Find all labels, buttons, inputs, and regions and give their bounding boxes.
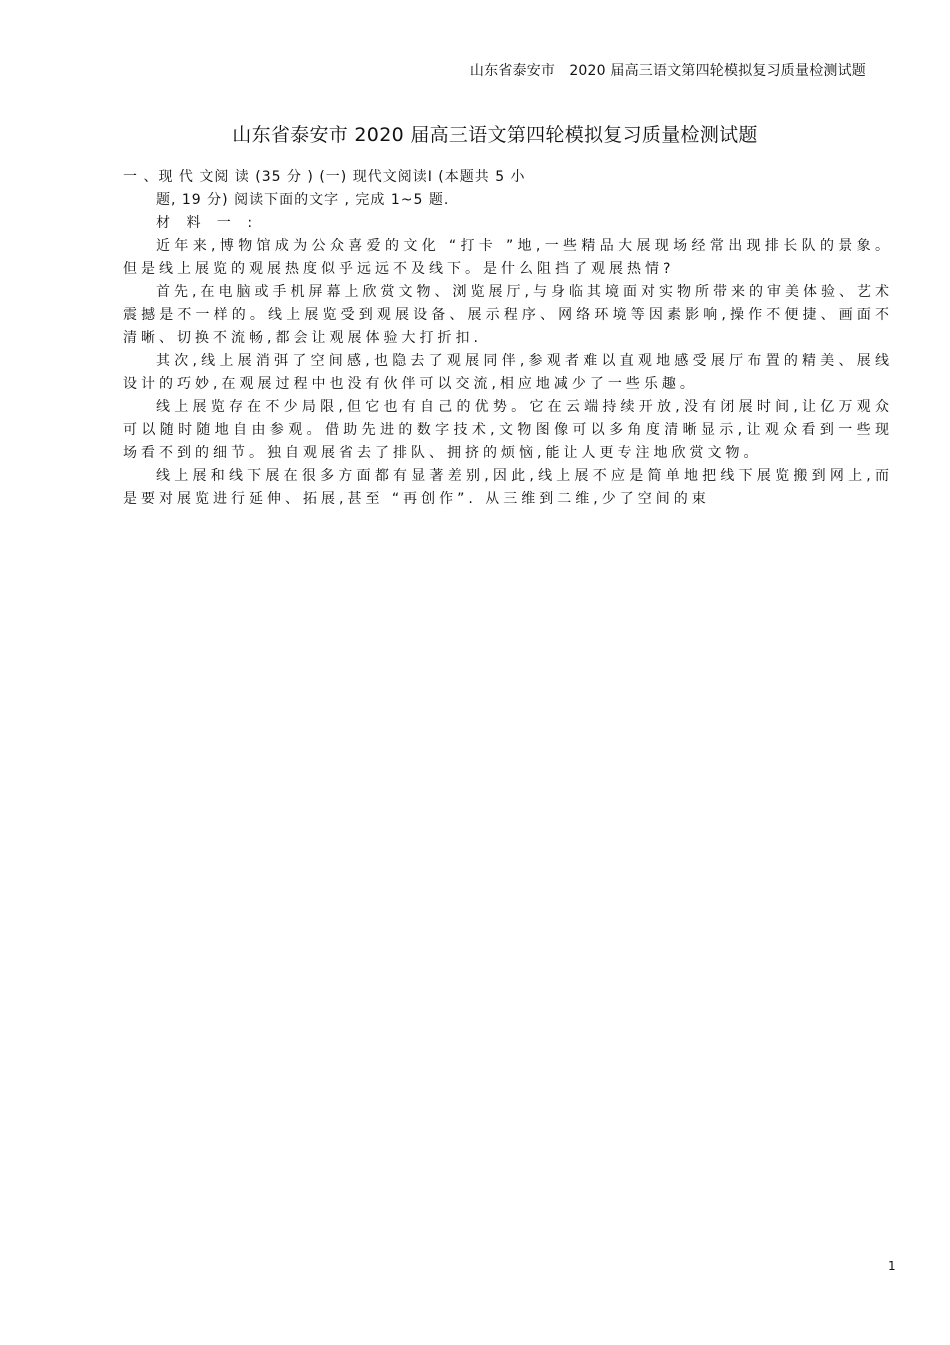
passage-paragraph: 近年来,博物馆成为公众喜爱的文化 “打卡 ”地,一些精品大展现场经常出现排长队的景象。但是线上展览的观展热度似乎远远不及线下。是什么阻挡了观展热情? <box>123 238 893 277</box>
section-heading-line-2: 题, 19 分) 阅读下面的文字 , 完成 1~5 题. <box>156 192 450 208</box>
page-number: 1 <box>888 1259 896 1273</box>
passage-paragraph: 其次,线上展消弭了空间感,也隐去了观展同伴,参观者难以直观地感受展厅布置的精美、展线设计的巧妙,在观展过程中也没有伙伴可以交流,相应地减少了一些乐趣。 <box>123 353 893 392</box>
material-label: 材 料 一 : <box>156 215 259 231</box>
passage-paragraph: 首先,在电脑或手机屏幕上欣赏文物、浏览展厅,与身临其境面对实物所带来的审美体验、艺术震撼是不一样的。线上展览受到观展设备、展示程序、网络环境等因素影响,操作不便捷、画面不清晰、切换不流畅,都会让观展体验大打折扣. <box>123 284 893 346</box>
passage-paragraph: 线上展览存在不少局限,但它也有自己的优势。它在云端持续开放,没有闭展时间,让亿万观众可以随时随地自由参观。借助先进的数字技术,文物图像可以多角度清晰显示,让观众看到一些现场看不到的细节。独自观展省去了排队、拥挤的烦恼,能让人更专注地欣赏文物。 <box>123 399 893 461</box>
section-heading <box>123 166 893 212</box>
page-title: 山东省泰安市 2020 届高三语文第四轮模拟复习质量检测试题 <box>232 124 758 146</box>
reading-passage <box>123 212 893 511</box>
passage-paragraph: 线上展和线下展在很多方面都有显著差别,因此,线上展不应是简单地把线下展览搬到网上,而是要对展览进行延伸、拓展,甚至 “再创作”. 从三维到二维,少了空间的束 <box>123 468 893 507</box>
section-heading-line-1: 一 、现 代 文阅 读 (35 分 ) (一) 现代文阅读Ⅰ (本题共 5 小 <box>123 169 526 185</box>
running-header: 山东省泰安市 2020 届高三语文第四轮模拟复习质量检测试题 <box>469 63 866 79</box>
